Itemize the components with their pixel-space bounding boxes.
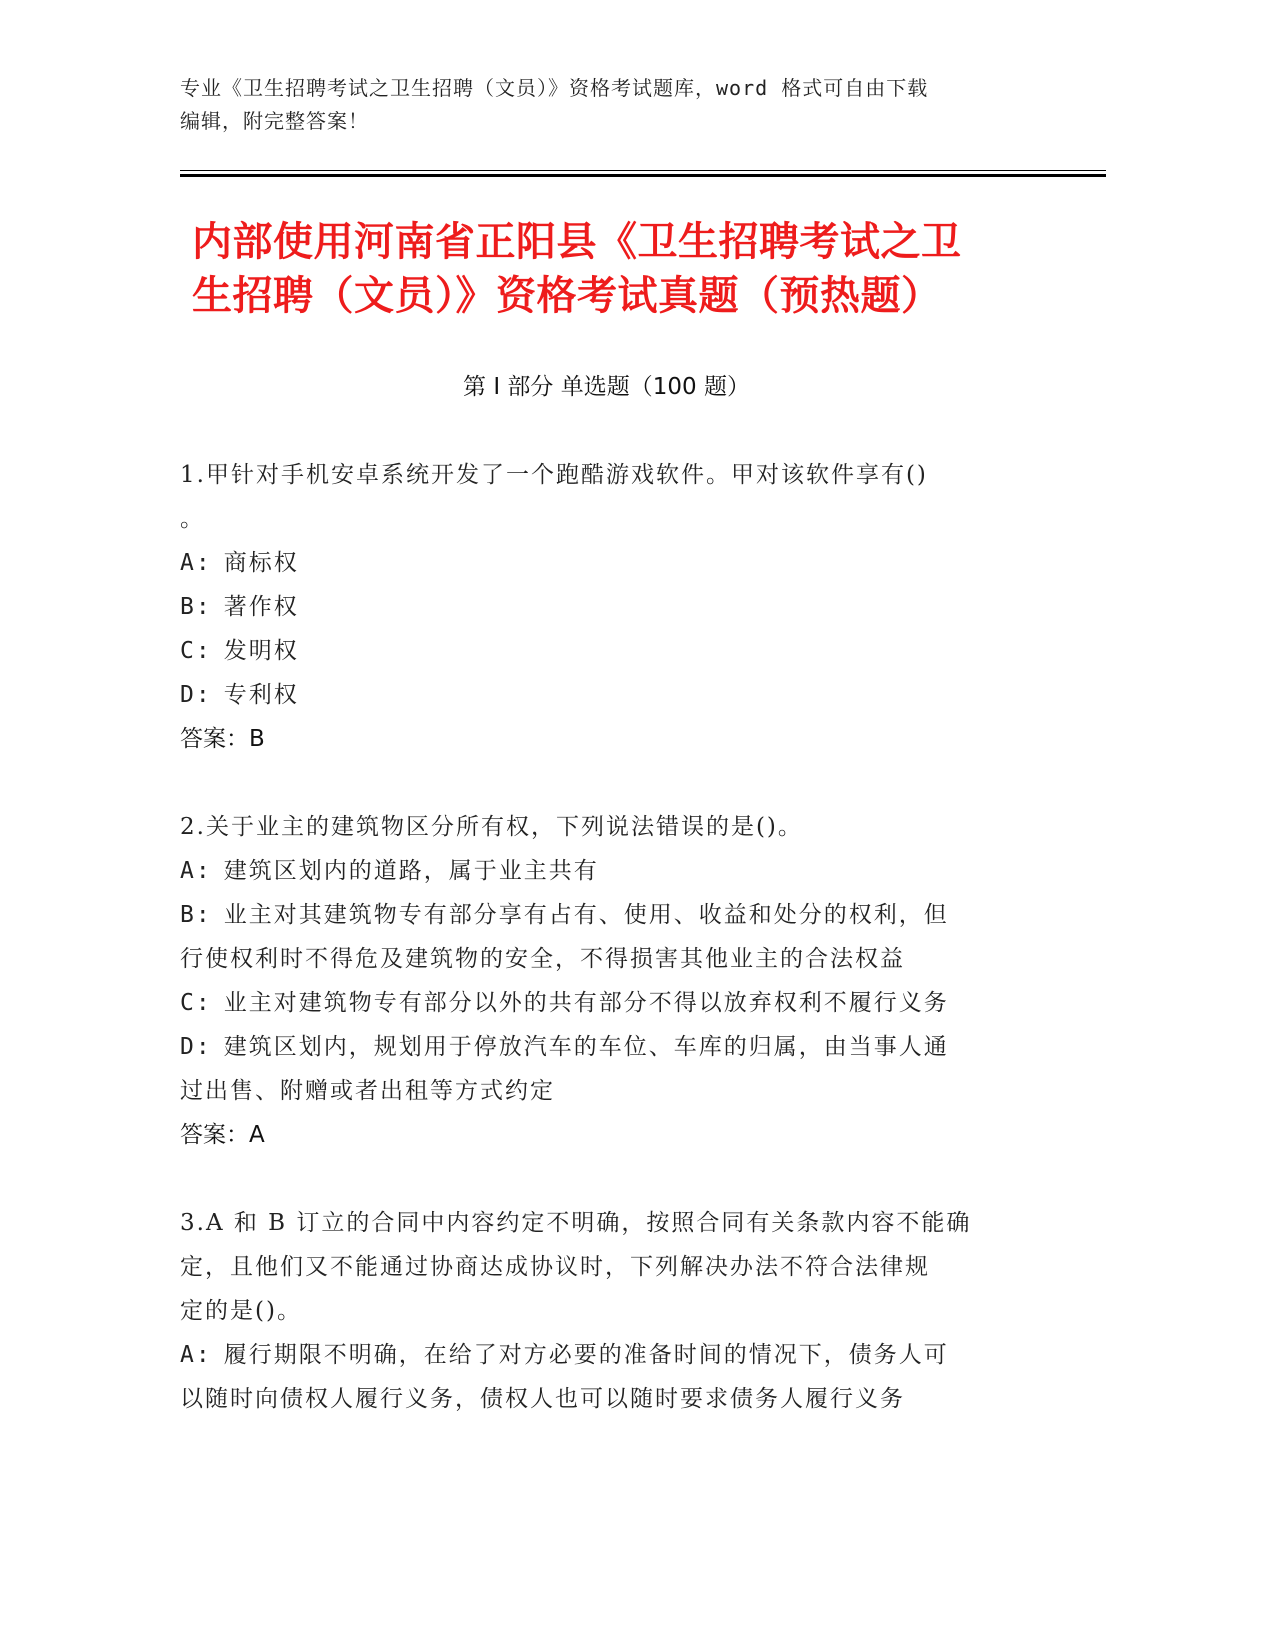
option-d	[180, 673, 1040, 717]
question-stem-line: 定，且他们又不能通过协商达成协议时，下列解决办法不符合法律规	[180, 1254, 930, 1280]
option-key: C:	[180, 638, 212, 664]
option-c	[180, 629, 1040, 673]
option-key: D:	[180, 682, 212, 708]
answer-label: 答案：B	[180, 726, 265, 752]
option-text: 发明权	[223, 638, 299, 664]
question-2	[180, 805, 1040, 1157]
option-c	[180, 981, 1040, 1025]
option-text: 著作权	[223, 594, 299, 620]
option-key: A:	[180, 550, 212, 576]
option-text: 专利权	[223, 682, 299, 708]
question-list	[180, 453, 1040, 1465]
option-a-continued: 以随时向债权人履行义务，债权人也可以随时要求债务人履行义务	[180, 1386, 905, 1412]
option-a	[180, 849, 1040, 893]
question-stem-line: 1.甲针对手机安卓系统开发了一个跑酷游戏软件。甲对该软件享有()	[180, 462, 928, 488]
option-text: 建筑区划内的道路，属于业主共有	[223, 858, 599, 884]
option-text: 商标权	[223, 550, 299, 576]
option-key: B:	[180, 594, 212, 620]
option-text: 履行期限不明确，在给了对方必要的准备时间的情况下，债务人可	[223, 1342, 949, 1368]
section-heading: 第 I 部分 单选题（100 题）	[463, 374, 750, 400]
page-title-line-1: 内部使用河南省正阳县《卫生招聘考试之卫	[192, 219, 962, 265]
option-a	[180, 541, 1040, 585]
question-stem-line: 2.关于业主的建筑物区分所有权，下列说法错误的是()。	[180, 814, 803, 840]
option-key: B:	[180, 902, 212, 928]
option-key: A:	[180, 858, 212, 884]
page-title-line-2: 生招聘（文员）》资格考试真题（预热题）	[192, 273, 942, 319]
option-d-continued: 过出售、附赠或者出租等方式约定	[180, 1078, 555, 1104]
page-title	[192, 215, 1072, 323]
question-stem-line: 。	[180, 506, 205, 532]
option-b-continued: 行使权利时不得危及建筑物的安全，不得损害其他业主的合法权益	[180, 946, 905, 972]
header-note	[180, 72, 1040, 138]
header-note-line-2: 编辑，附完整答案！	[180, 109, 369, 133]
option-a	[180, 1333, 1040, 1377]
header-rule-thin	[180, 170, 1106, 171]
option-d	[180, 1025, 1040, 1069]
option-text: 业主对其建筑物专有部分享有占有、使用、收益和处分的权利，但	[223, 902, 949, 928]
option-text: 业主对建筑物专有部分以外的共有部分不得以放弃权利不履行义务	[223, 990, 949, 1016]
header-rule-thick	[180, 174, 1106, 177]
option-b	[180, 893, 1040, 937]
option-key: A:	[180, 1342, 212, 1368]
answer-label: 答案：A	[180, 1122, 265, 1148]
option-text: 建筑区划内，规划用于停放汽车的车位、车库的归属，由当事人通	[223, 1034, 949, 1060]
option-b	[180, 585, 1040, 629]
option-key: D:	[180, 1034, 212, 1060]
question-stem-line: 定的是()。	[180, 1298, 302, 1324]
question-3	[180, 1201, 1040, 1421]
option-key: C:	[180, 990, 212, 1016]
question-stem-line: 3.A 和 B 订立的合同中内容约定不明确，按照合同有关条款内容不能确	[180, 1210, 972, 1236]
header-note-line-1: 专业《卫生招聘考试之卫生招聘（文员）》资格考试题库，word 格式可自由下载	[180, 76, 929, 100]
question-1	[180, 453, 1040, 761]
